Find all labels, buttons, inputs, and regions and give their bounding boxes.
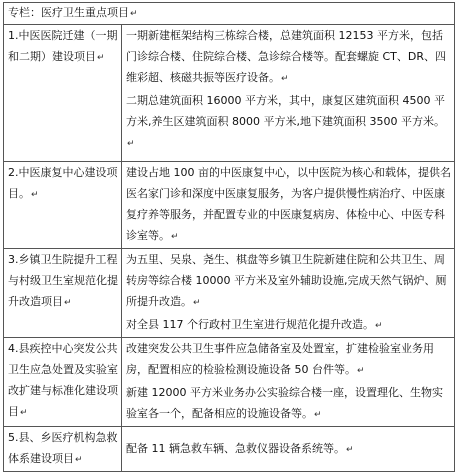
paragraph-mark-icon: ↵ [375, 321, 383, 331]
project-paragraph: 二期总建筑面积 16000 平方米，其中，康复区建筑面积 4500 平方米,养生区建筑面积 8000 平方米,地下建筑面积 3500 平方米。↵ [126, 94, 445, 149]
project-paragraph: 建设占地 100 亩的中医康复中心，以中医院为核心和载体，提供名医名家门诊和深度中医康复服务，为客户提供慢性病治疗、中医康复疗养等服务，并配置专业的中医康复病房、体检中心、中医专科诊室等。↵ [126, 166, 451, 242]
project-paragraph: 新建 12000 平方米业务办公实验综合楼一座，设置理化、生物实验室各一个，配备相应的设施设备等。↵ [126, 386, 443, 420]
paragraph-mark-icon: ↵ [127, 139, 135, 149]
key-projects-table [3, 2, 455, 472]
paragraph-mark-icon: ↵ [346, 444, 354, 455]
project-content-cell [122, 427, 455, 472]
project-name: 2.中医康复中心建设项目。 [8, 166, 118, 200]
table-row [4, 162, 455, 249]
project-content-cell [122, 338, 455, 427]
project-paragraph: 为五里、吴泉、尧生、棋盘等乡镇卫生院新建住院和公共卫生、周转房等综合楼 10000 平方米及室外辅助设施,完成天然气锅炉、厕所提升改造。↵ [126, 253, 447, 308]
project-content-cell [122, 249, 455, 338]
paragraph-mark-icon: ↵ [64, 298, 72, 308]
project-paragraph: 改建突发公共卫生事件应急储备室及处置室，扩建检验室业务用房，配置相应的检验检测设施设备 50 台件等。↵ [126, 342, 434, 376]
project-name-cell [4, 249, 122, 338]
project-name: 5.县、乡医疗机构急救体系建设项目 [8, 431, 118, 465]
project-name-cell [4, 25, 122, 162]
project-name: 4.县疾控中心突发公共卫生应急处置及实验室改扩建与标准化建设项目 [8, 342, 118, 418]
project-paragraph: 对全县 117 个行政村卫生室进行规范化提升改造。↵ [126, 318, 383, 331]
paragraph-mark-icon: ↵ [31, 190, 39, 200]
paragraph-mark-icon: ↵ [20, 408, 28, 418]
project-content-cell [122, 162, 455, 249]
paragraph-mark-icon: ↵ [314, 410, 322, 420]
table-row [4, 338, 455, 427]
project-content-cell [122, 25, 455, 162]
paragraph-mark-icon: ↵ [97, 53, 105, 63]
project-name-cell [4, 162, 122, 249]
table-row [4, 25, 455, 162]
paragraph-mark-icon: ↵ [281, 74, 289, 84]
project-paragraph: 配备 11 辆急救车辆、急救仪器设备系统等。↵ [126, 441, 354, 455]
paragraph-mark-icon: ↵ [193, 298, 201, 308]
table-row [4, 249, 455, 338]
project-paragraph: 一期新建框架结构三栋综合楼，总建筑面积 12153 平方米，包括门诊综合楼、住院综合楼、急诊综合楼等。配套螺旋 CT、DR、四维彩超、核磁共振等医疗设备。↵ [126, 29, 447, 84]
paragraph-mark-icon: ↵ [171, 232, 179, 242]
paragraph-mark-icon: ↵ [75, 455, 83, 465]
project-name-cell [4, 338, 122, 427]
paragraph-mark-icon: ↵ [130, 9, 138, 19]
table-header [4, 3, 455, 25]
project-name: 3.乡镇卫生院提升工程与村级卫生室规范化提升改造项目 [8, 253, 118, 308]
paragraph-mark-icon: ↵ [357, 366, 365, 376]
table-row [4, 427, 455, 472]
header-text: 专栏：医疗卫生重点项目 [8, 6, 129, 19]
project-name-cell [4, 427, 122, 472]
project-name: 1.中医医院迁建（一期和二期）建设项目 [8, 29, 118, 63]
